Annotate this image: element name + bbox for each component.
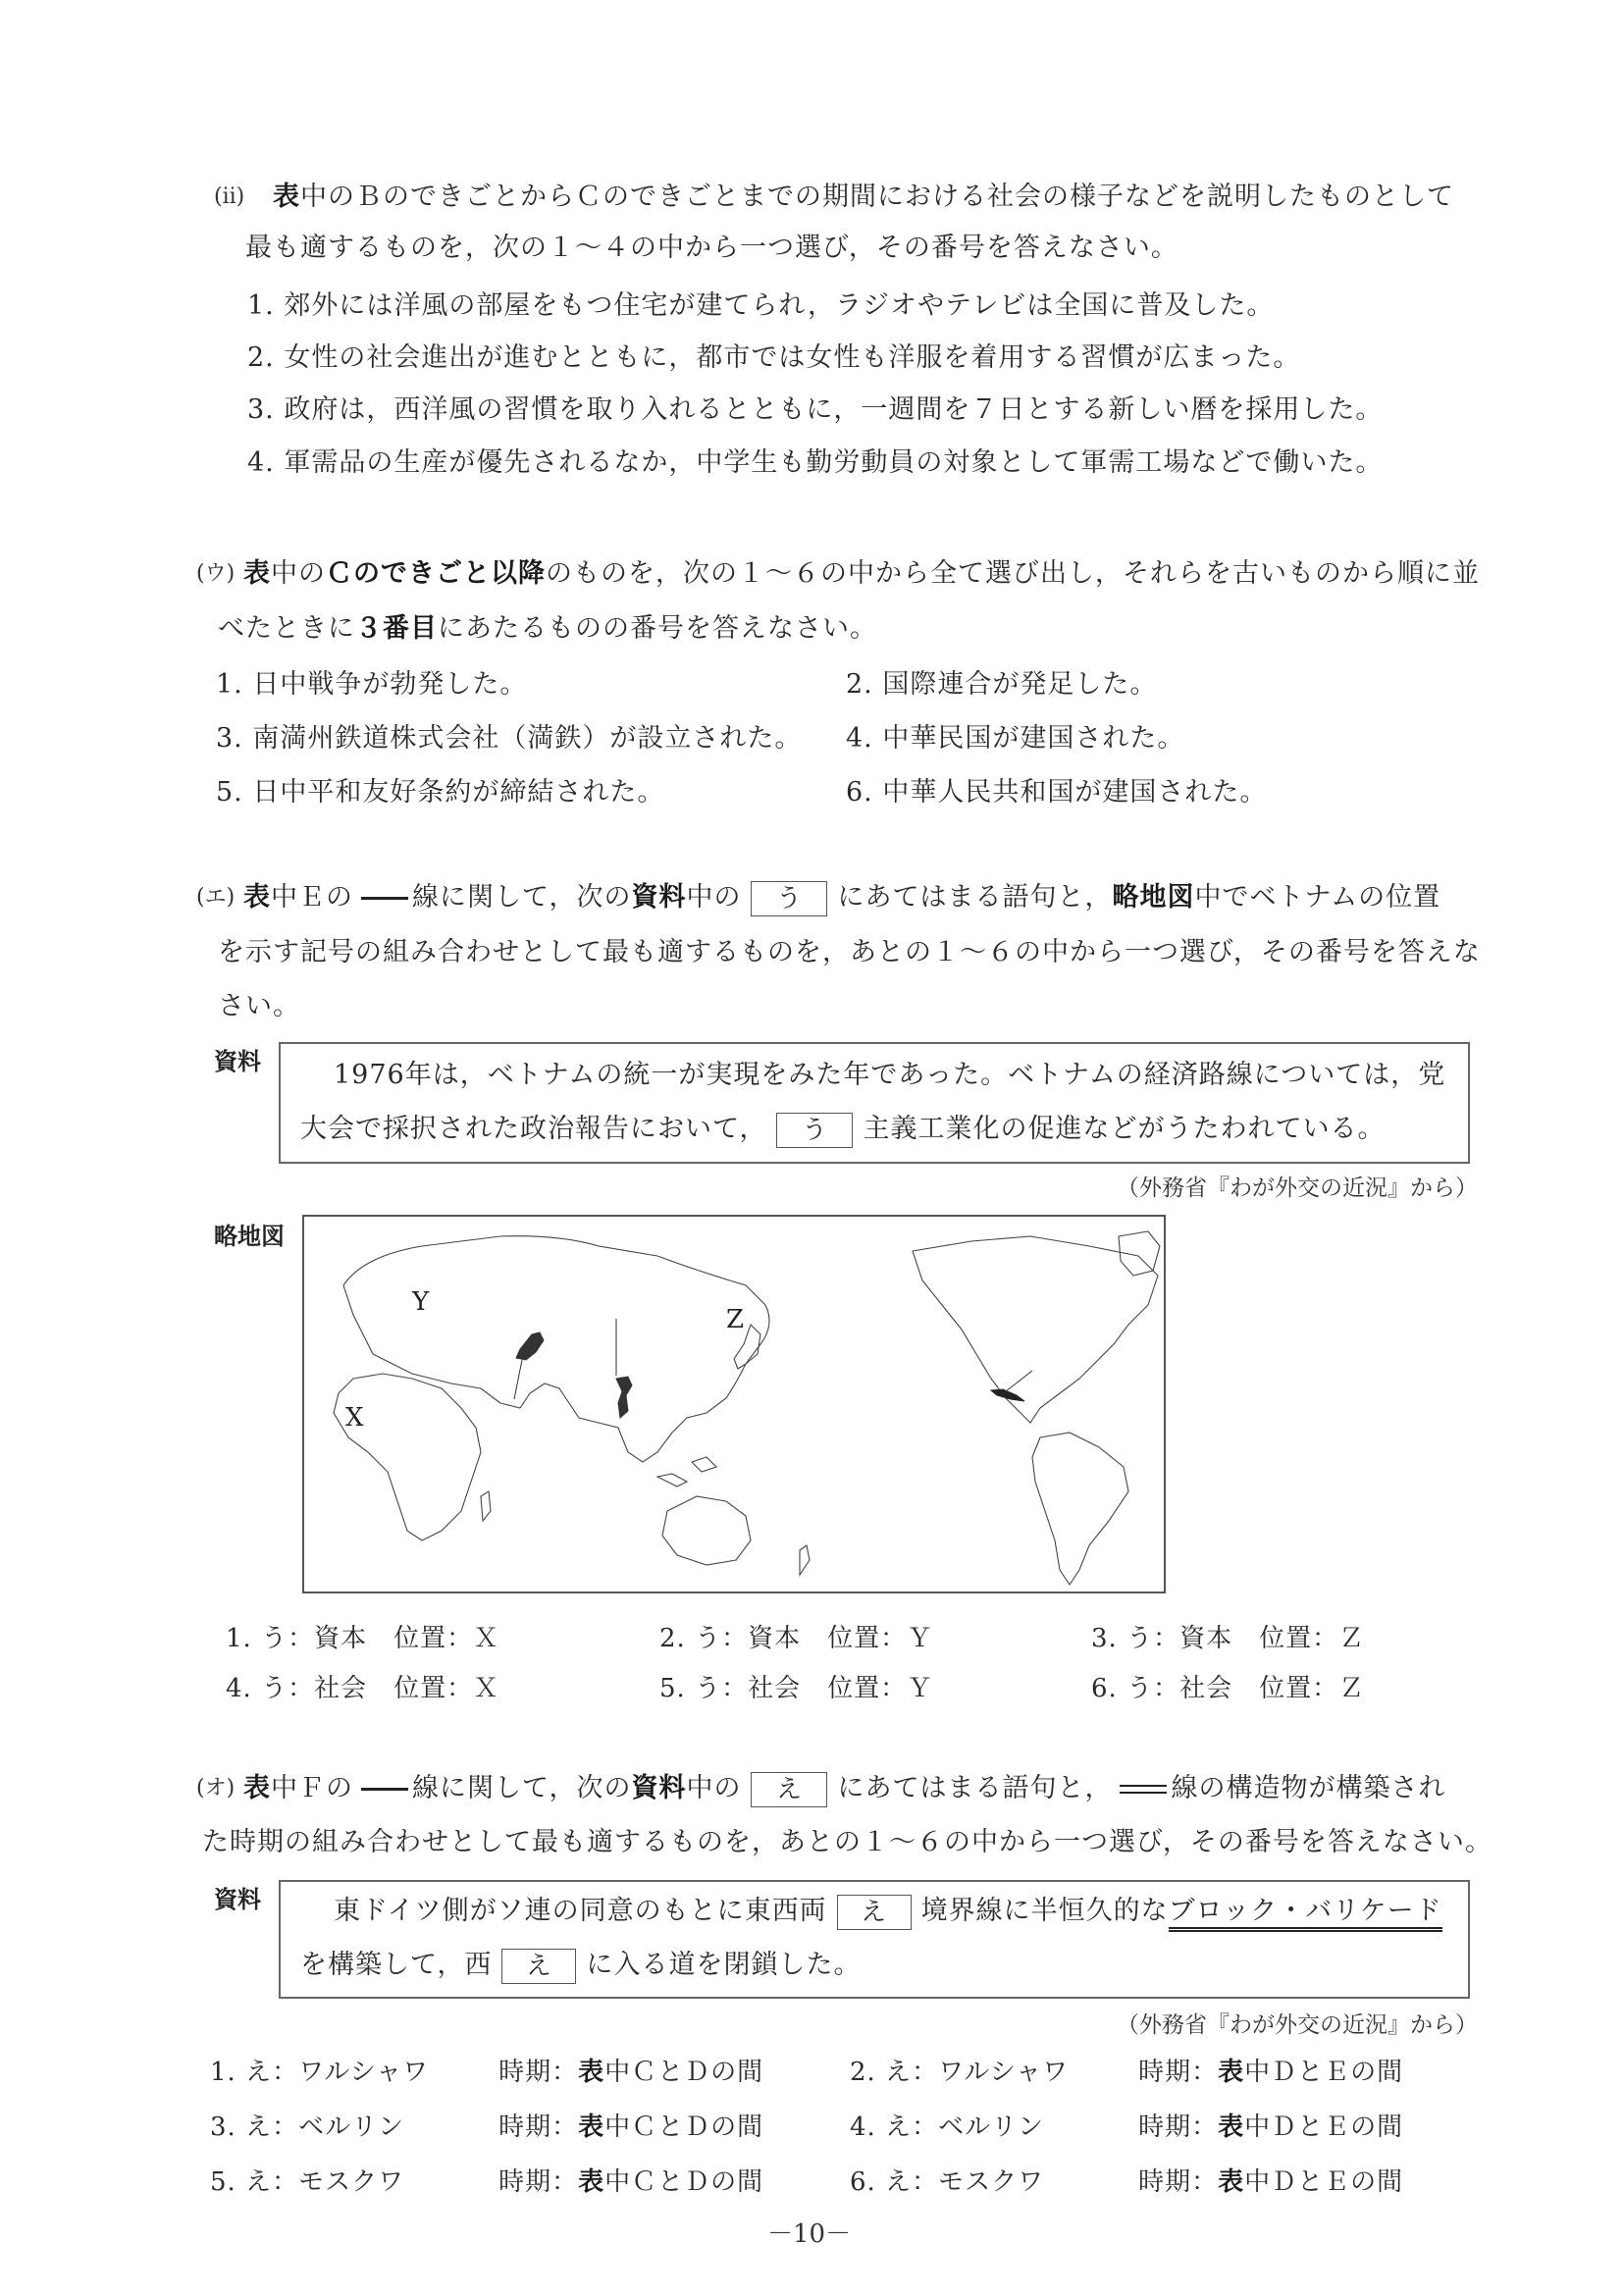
world-map-outline — [304, 1217, 1164, 1592]
world-map — [302, 1215, 1166, 1593]
option-5: 5. 日中平和友好条約が締結された。 — [216, 777, 665, 808]
option-1: 1. 日中戦争が勃発した。 — [216, 669, 528, 700]
material-text-line-2: 大会で採択された政治報告において， う 主義工業化の促進などがうたわれている。 — [300, 1112, 1385, 1148]
blank-box-u: う — [776, 1113, 853, 1148]
question-marker: (エ) — [196, 885, 236, 910]
option-1: 1. 郊外には洋風の部屋をもつ住宅が建てられ，ラジオやテレビは全国に普及した。 — [247, 290, 1275, 321]
double-line-symbol — [1120, 1785, 1167, 1794]
question-text-line-1: 表中のＢのできごとからＣのできごとまでの期間における社会の様子などを説明したものとして — [273, 182, 1454, 212]
map-marker-z: Z — [726, 1305, 745, 1334]
single-line-symbol — [361, 897, 408, 900]
question-marker: (ウ) — [196, 561, 236, 586]
question-text-line-1: 表中Ｅの 線に関して，次の資料中の う にあてはまる語句と，略地図中でベトナムの位置 — [243, 880, 1440, 916]
question-text-line-2: べたときに３番目にあたるものの番号を答えなさい。 — [218, 613, 877, 644]
option-3: 3. う：資本 位置：Ｚ — [1091, 1624, 1366, 1653]
blank-box-u: う — [751, 881, 827, 916]
material-text-line-1: 1976年は，ベトナムの統一が実現をみた年であった。ベトナムの経済路線については，党 — [334, 1060, 1446, 1090]
map-label: 略地図 — [214, 1223, 285, 1250]
option-2: 2. え：ワルシャワ 時期：表中ＤとＥの間 — [850, 2058, 1404, 2087]
option-6: 6. 中華人民共和国が建国された。 — [846, 777, 1268, 808]
option-2: 2. 国際連合が発足した。 — [846, 669, 1158, 700]
option-2: 2. う：資本 位置：Ｙ — [659, 1624, 934, 1653]
material-label: 資料 — [214, 1048, 261, 1075]
question-text-line-1: 表中Ｆの 線に関して，次の資料中の え にあてはまる語句と， 線の構造物が構築され — [243, 1771, 1445, 1807]
option-4: 4. 軍需品の生産が優先されるなか，中学生も勤労動員の対象として軍需工場などで働いた。 — [247, 447, 1384, 478]
source-citation: （外務省『わが外交の近況』から） — [1117, 2012, 1478, 2038]
option-6: 6. え：モスクワ 時期：表中ＤとＥの間 — [850, 2167, 1404, 2197]
option-4: 4. え：ベルリン 時期：表中ＤとＥの間 — [850, 2113, 1404, 2142]
option-3: 3. え：ベルリン 時期：表中ＣとＤの間 — [210, 2113, 764, 2142]
map-marker-y: Y — [412, 1287, 430, 1317]
single-line-symbol — [361, 1788, 408, 1791]
material-label: 資料 — [214, 1886, 261, 1913]
blank-box-e: え — [501, 1949, 576, 1984]
option-4: 4. 中華民国が建国された。 — [846, 723, 1185, 754]
option-1: 1. う：資本 位置：Ｘ — [226, 1624, 500, 1653]
question-text-line-2: た時期の組み合わせとして最も適するものを，あとの１～６の中から一つ選び，その番号を答えなさい。 — [202, 1827, 1492, 1857]
option-2: 2. 女性の社会進出が進むとともに，都市では女性も洋服を着用する習慣が広まった。 — [247, 342, 1301, 373]
question-text-line-1: 表中のＣのできごと以降のものを，次の１～６の中から全て選び出し，それらを古いものから順に並 — [243, 558, 1480, 589]
material-text-line-2: を構築して，西 え に入る道を閉鎖した。 — [300, 1948, 861, 1984]
option-3: 3. 政府は，西洋風の習慣を取り入れるとともに，一週間を７日とする新しい暦を採用した。 — [247, 394, 1384, 425]
page-number: －10－ — [767, 2219, 852, 2249]
option-5: 5. え：モスクワ 時期：表中ＣとＤの間 — [210, 2167, 764, 2197]
underlined-term: ブロック・バリケード — [1169, 1896, 1442, 1932]
option-3: 3. 南満州鉄道株式会社（満鉄）が設立された。 — [216, 723, 803, 754]
option-5: 5. う：社会 位置：Ｙ — [659, 1674, 934, 1703]
material-text-line-1: 東ドイツ側がソ連の同意のもとに東西両 え 境界線に半恒久的なブロック・バリケード — [334, 1894, 1442, 1930]
question-text-line-2: を示す記号の組み合わせとして最も適するものを，あとの１～６の中から一つ選び，その番号を答えな — [218, 937, 1481, 967]
option-4: 4. う：社会 位置：Ｘ — [226, 1674, 500, 1703]
option-1: 1. え：ワルシャワ 時期：表中ＣとＤの間 — [210, 2058, 764, 2087]
blank-box-e: え — [751, 1772, 827, 1807]
question-marker: (ii) — [214, 184, 245, 209]
question-text-line-2: 最も適するものを，次の１～４の中から一つ選び，その番号を答えなさい。 — [245, 233, 1178, 263]
map-marker-x: X — [345, 1403, 364, 1433]
option-6: 6. う：社会 位置：Ｚ — [1091, 1674, 1366, 1703]
question-marker: (オ) — [196, 1776, 236, 1800]
blank-box-e: え — [837, 1895, 912, 1930]
question-text-line-3: さい。 — [218, 991, 300, 1021]
source-citation: （外務省『わが外交の近況』から） — [1117, 1175, 1478, 1201]
